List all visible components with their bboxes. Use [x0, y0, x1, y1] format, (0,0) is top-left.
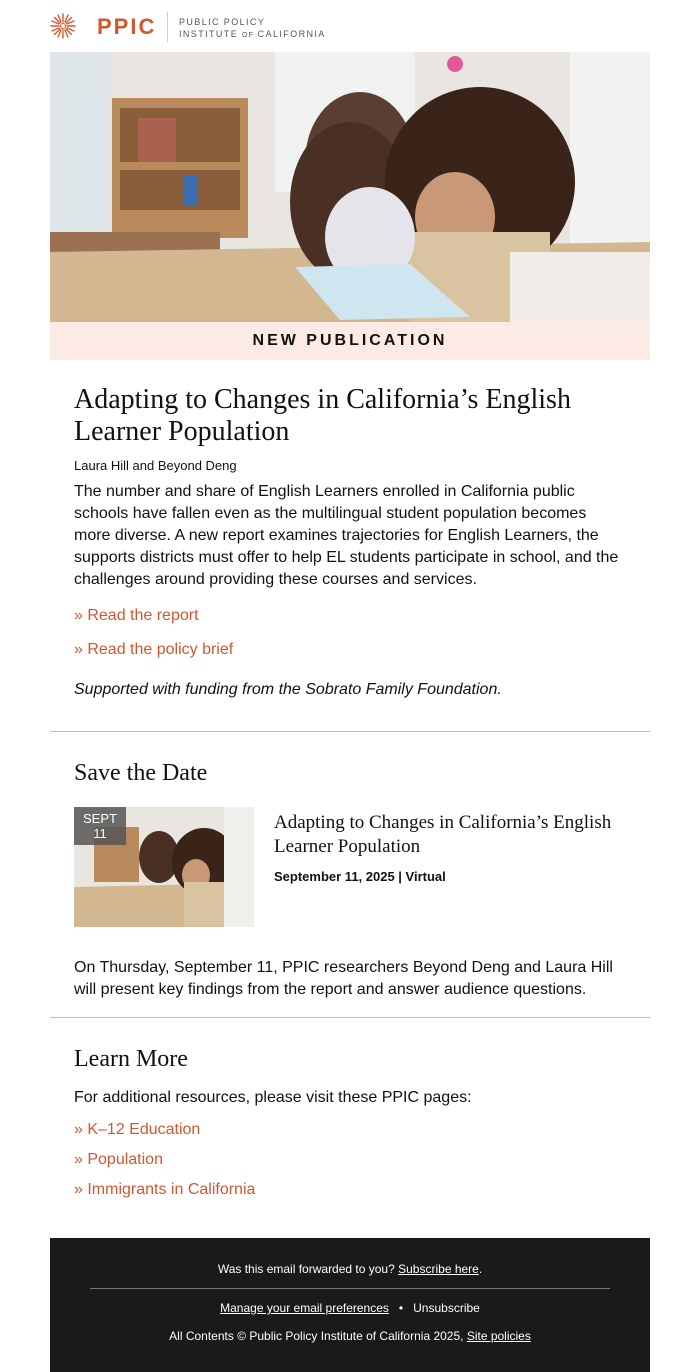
event-thumbnail[interactable] [74, 807, 254, 927]
site-policies-link[interactable]: Site policies [466, 1329, 531, 1343]
logo-word-california: CALIFORNIA [257, 29, 326, 39]
article-summary: The number and share of English Learners enrolled in California public schools have fallen even as the multilingual student population becomes more diverse. A new report examines trajectories for English Learners, the supports districts must offer to help EL students participate in school, and the challenges around providing these courses and services. [74, 483, 619, 588]
read-policy-brief-link[interactable]: » Read the policy brief [74, 641, 234, 658]
section-divider [50, 731, 650, 732]
logo-word-institute: INSTITUTE [179, 29, 239, 39]
event-card [74, 807, 626, 927]
hero-image[interactable] [50, 52, 650, 322]
section-divider-2 [50, 1017, 650, 1018]
badge-month: SEPT [83, 811, 117, 826]
bullet-separator: • [398, 1301, 404, 1315]
event-description: On Thursday, September 11, PPIC researchers Beyond Deng and Laura Hill will present key findings from the report and answer audience questions. [74, 959, 613, 998]
ppic-sunburst-icon [50, 13, 76, 39]
immigrants-link[interactable]: » Immigrants in California [74, 1181, 256, 1198]
badge-day: 11 [93, 826, 107, 841]
email-header [50, 0, 650, 52]
email-footer [50, 1238, 650, 1372]
forward-line [50, 1262, 650, 1276]
event-details [274, 807, 626, 927]
logo-subtitle-line1: PUBLIC POLICY [179, 17, 266, 27]
save-the-date-heading: Save the Date [74, 760, 208, 786]
logo-subtitle [179, 16, 326, 42]
manage-preferences-link[interactable]: Manage your email preferences [220, 1301, 389, 1315]
event-title[interactable]: Adapting to Changes in California’s English Learner Population [274, 812, 612, 857]
forward-text: Was this email forwarded to you? [217, 1262, 399, 1276]
copyright-line [50, 1329, 650, 1343]
preferences-line [50, 1301, 650, 1315]
new-publication-banner: NEW PUBLICATION [50, 322, 650, 360]
forward-period: . [478, 1262, 483, 1276]
footer-divider [90, 1288, 610, 1289]
logo-word-of: OF [242, 32, 254, 39]
funding-note: Supported with funding from the Sobrato Family Foundation. [74, 681, 502, 698]
population-link[interactable]: » Population [74, 1151, 163, 1168]
learn-more-heading: Learn More [74, 1046, 188, 1072]
event-date-badge [74, 807, 126, 845]
unsubscribe-link[interactable]: Unsubscribe [413, 1301, 480, 1315]
logo-divider [167, 12, 168, 42]
copyright-text: All Contents © Public Policy Institute of California 2025, [169, 1329, 467, 1343]
event-date: September 11, 2025 | Virtual [274, 869, 446, 884]
ppic-logo-text[interactable]: PPIC [97, 14, 157, 39]
learn-more-intro: For additional resources, please visit these PPIC pages: [74, 1089, 472, 1106]
read-report-link[interactable]: » Read the report [74, 607, 199, 624]
article-title[interactable]: Adapting to Changes in California’s English Learner Population [74, 384, 571, 447]
classroom-photo-icon [50, 52, 650, 322]
logo-subtitle-line2 [179, 28, 326, 42]
k12-education-link[interactable]: » K–12 Education [74, 1121, 201, 1138]
subscribe-link[interactable]: Subscribe here [398, 1262, 479, 1276]
article-authors: Laura Hill and Beyond Deng [74, 458, 237, 473]
